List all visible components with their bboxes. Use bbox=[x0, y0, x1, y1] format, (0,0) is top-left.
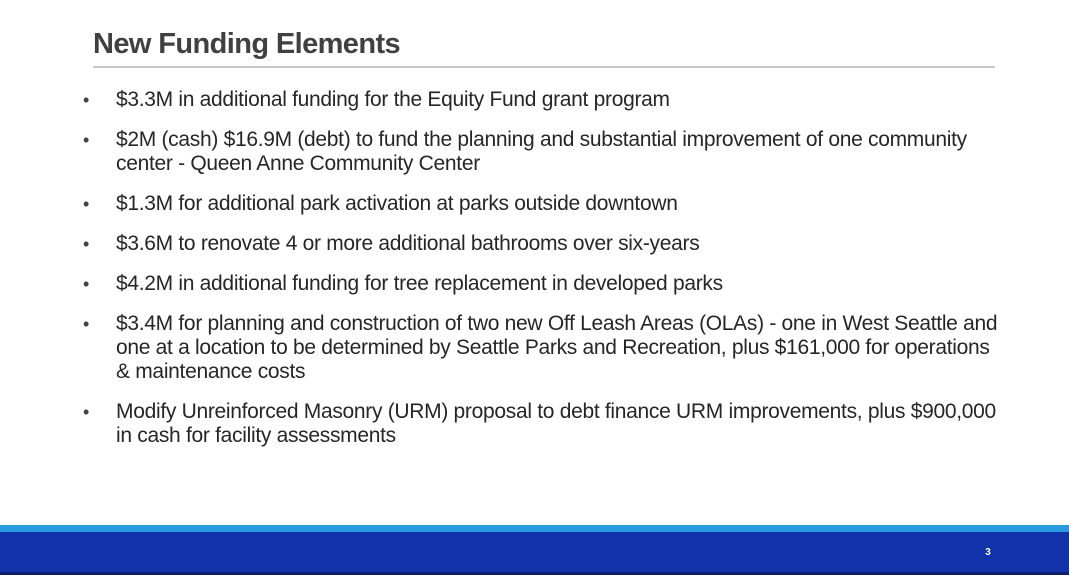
bullet-text: $2M (cash) $16.9M (debt) to fund the planning and substantial improvement of one community center - Queen Anne Community Center bbox=[116, 128, 967, 175]
slide-title: New Funding Elements bbox=[93, 28, 401, 60]
bullet-marker: • bbox=[83, 402, 90, 422]
bullet-marker: • bbox=[83, 194, 90, 214]
bullet-text: $4.2M in additional funding for tree replacement in developed parks bbox=[116, 272, 723, 295]
bullet-item bbox=[83, 400, 998, 448]
bullet-marker: • bbox=[83, 130, 90, 150]
bullet-item bbox=[83, 272, 998, 296]
bullet-marker: • bbox=[83, 234, 90, 254]
bullet-text: $3.4M for planning and construction of two new Off Leash Areas (OLAs) - one in West Seattle and one at a location to be determined by Seattle Parks and Recreation, plus $161,000 for operations & maintenance costs bbox=[116, 312, 998, 383]
footer-accent-band bbox=[0, 525, 1069, 532]
bullet-text: $3.6M to renovate 4 or more additional bathrooms over six-years bbox=[116, 232, 700, 255]
bullet-text: $3.3M in additional funding for the Equity Fund grant program bbox=[116, 88, 670, 111]
bullet-item bbox=[83, 312, 998, 384]
title-divider bbox=[93, 66, 995, 68]
bullet-list bbox=[83, 88, 998, 464]
bullet-marker: • bbox=[83, 90, 90, 110]
bullet-marker: • bbox=[83, 314, 90, 334]
page-number: 3 bbox=[985, 547, 991, 558]
bullet-text: $1.3M for additional park activation at parks outside downtown bbox=[116, 192, 678, 215]
bullet-item bbox=[83, 192, 998, 216]
bullet-item bbox=[83, 128, 998, 176]
bullet-marker: • bbox=[83, 274, 90, 294]
bullet-item bbox=[83, 88, 998, 112]
bullet-item bbox=[83, 232, 998, 256]
footer-band bbox=[0, 532, 1069, 572]
bullet-text: Modify Unreinforced Masonry (URM) proposal to debt finance URM improvements, plus $900,000 in cash for facility assessments bbox=[116, 400, 996, 447]
